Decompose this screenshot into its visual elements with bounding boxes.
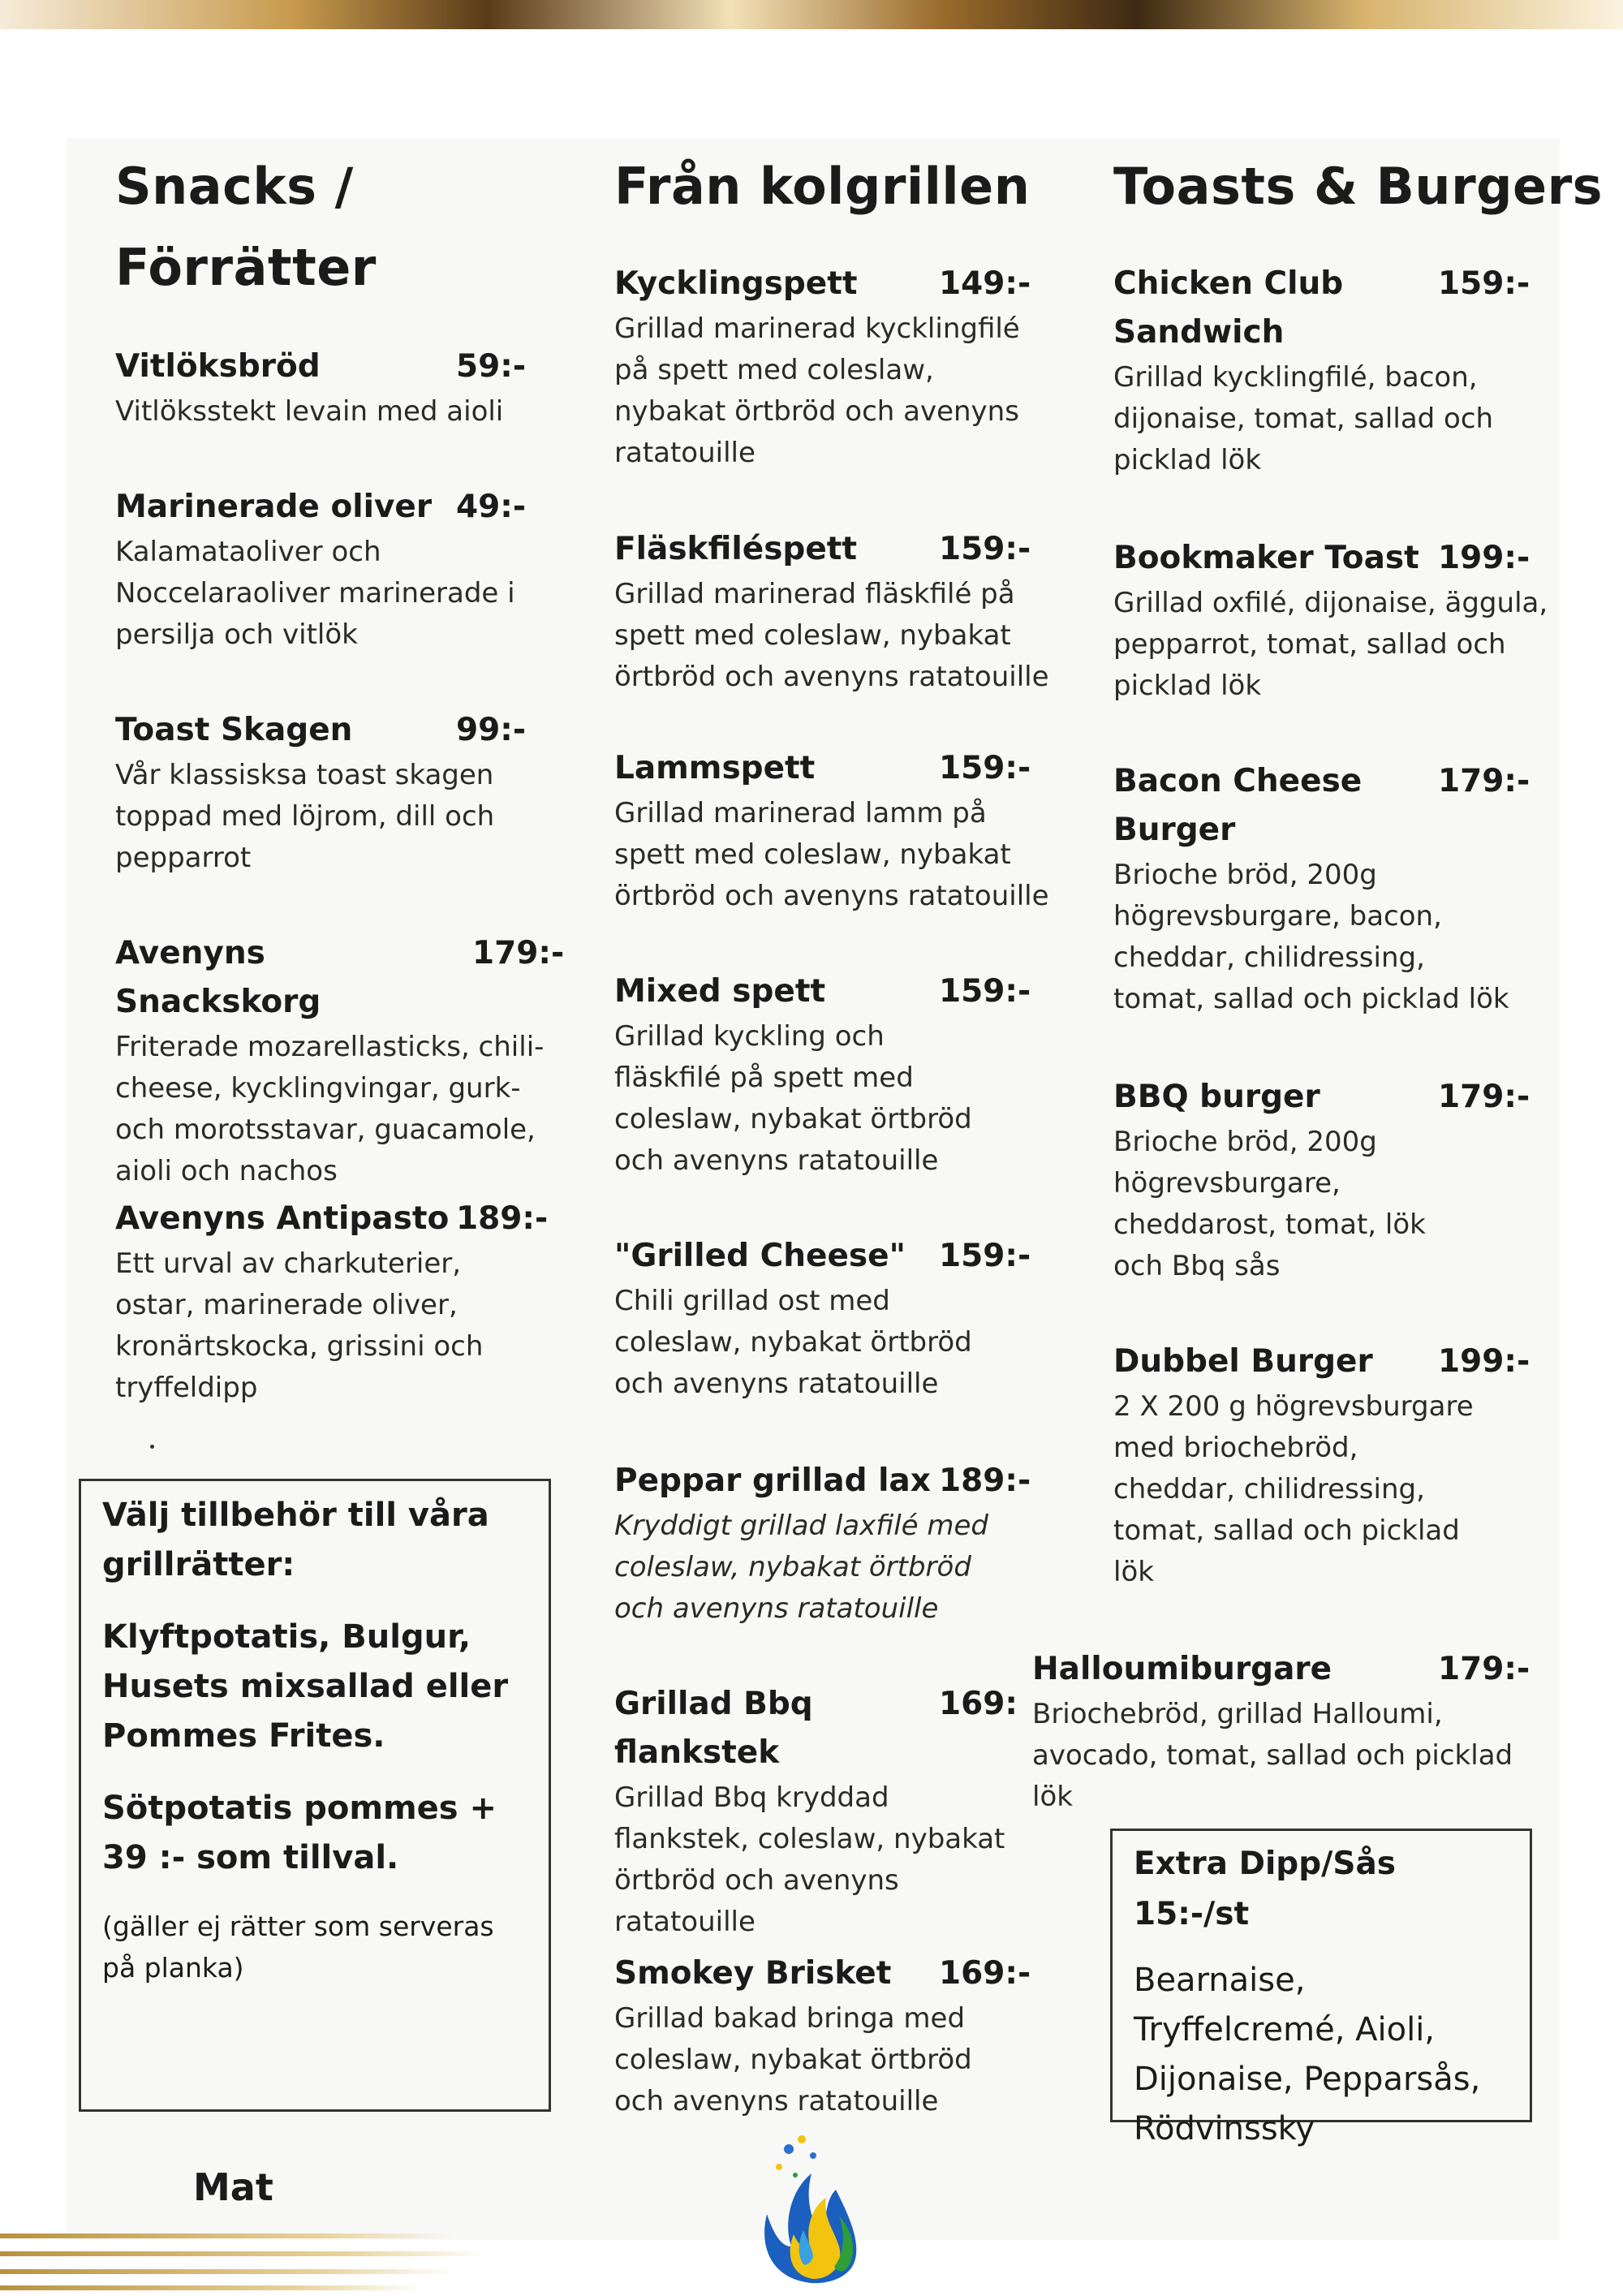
item-name: Toast Skagen: [115, 712, 353, 748]
item-description: Grillad kycklingfilé, bacon, dijonaise, tomat, sallad och picklad lök: [1113, 361, 1494, 476]
item-name: Bacon Cheese Burger: [1113, 763, 1363, 848]
item-price: 159:-: [939, 531, 1031, 567]
menu-item: [614, 967, 1031, 1182]
item-description: Vitlöksstekt levain med aioli: [115, 395, 504, 428]
item-price: 189:-: [939, 1462, 1031, 1499]
item-description: 2 X 200 g högrevsburgare med briochebröd, cheddar, chilidressing, tomat, sallad och picklad lök: [1113, 1390, 1474, 1588]
item-price: 159:-: [939, 1238, 1031, 1274]
item-name: BBQ burger: [1113, 1079, 1320, 1115]
item-description: Ett urval av charkuterier, ostar, marinerade oliver, kronärtskocka, grissini och tryffeldipp: [115, 1247, 484, 1404]
section-title-grill: Från kolgrillen: [614, 157, 1031, 216]
item-description: Grillad marinerad fläskfilé på spett med coleslaw, nybakat örtbröd och avenyns ratatouille: [614, 578, 1049, 693]
menu-item: [614, 1232, 1031, 1405]
item-name: Chicken Club Sandwich: [1113, 265, 1344, 351]
item-price: 189:-: [456, 1200, 549, 1237]
gold-stripe: [0, 2285, 422, 2290]
item-description: Brioche bröd, 200g högrevsburgare, cheddarost, tomat, lök och Bbq sås: [1113, 1126, 1426, 1282]
item-name: Bookmaker Toast: [1113, 540, 1419, 576]
item-price: 199:-: [1438, 540, 1530, 576]
flame-logo-icon: [755, 2125, 868, 2287]
item-description: Grillad kyckling och fläskfilé på spett med coleslaw, nybakat örtbröd och avenyns ratatouille: [614, 1020, 972, 1177]
item-price: 179:-: [1438, 1079, 1530, 1115]
menu-item: [115, 1195, 549, 1409]
menu-item: [115, 342, 537, 433]
item-description: Grillad Bbq kryddad flankstek, coleslaw, nybakat örtbröd och avenyns ratatouille: [614, 1781, 1005, 1938]
menu-item: [1113, 1073, 1530, 1287]
item-name: Fläskfiléspett: [614, 531, 858, 567]
menu-item: [1113, 757, 1530, 1020]
gold-stripe: [0, 2251, 487, 2256]
menu-item: [614, 1949, 1031, 2122]
item-price: 149:-: [939, 265, 1031, 302]
item-price: 159:-: [1438, 265, 1530, 302]
gold-stripe: [0, 2234, 454, 2238]
item-price: 179:-: [472, 935, 565, 971]
menu-item: [614, 744, 1053, 917]
item-description: Briochebröd, grillad Halloumi, avocado, tomat, sallad och picklad lök: [1032, 1698, 1513, 1813]
item-price: 179:-: [1438, 1651, 1530, 1687]
item-name: Kycklingspett: [614, 265, 858, 302]
item-price: 159:-: [939, 973, 1031, 1010]
menu-item: [614, 525, 1053, 698]
item-name: Halloumiburgare: [1032, 1651, 1332, 1687]
section-title-snacks: Snacks / Förrätter: [115, 157, 377, 297]
item-price: 169:: [939, 1686, 1018, 1722]
item-name: Lammspett: [614, 750, 816, 786]
item-description: Grillad oxfilé, dijonaise, äggula, pepparrot, tomat, sallad och picklad lök: [1113, 587, 1548, 702]
section-title-burgers: Toasts & Burgers: [1113, 157, 1604, 216]
extra-dip-box: [1110, 1829, 1532, 2147]
menu-item: [614, 1457, 1031, 1630]
sides-info-box: [79, 1479, 551, 2112]
item-price: 159:-: [939, 750, 1031, 786]
item-name: Peppar grillad lax: [614, 1462, 931, 1499]
item-name: Avenyns Antipasto: [115, 1200, 450, 1237]
item-description: Grillad marinerad kycklingfilé på spett med coleslaw, nybakat örtbröd och avenyns ratatouille: [614, 312, 1020, 469]
item-name: Smokey Brisket: [614, 1955, 892, 1992]
sides-note: (gäller ej rätter som serveras på planka): [102, 1910, 494, 1984]
item-price: 179:-: [1438, 763, 1530, 799]
menu-item: [1032, 1645, 1530, 1818]
item-price: 49:-: [456, 489, 527, 525]
menu-item: [1113, 260, 1530, 481]
sides-options: Klyftpotatis, Bulgur, Husets mixsallad eller Pommes Frites.: [102, 1618, 509, 1755]
item-name: Avenyns Snackskorg: [115, 935, 321, 1020]
item-price: 199:-: [1438, 1343, 1530, 1380]
footer-label: Mat: [193, 2165, 273, 2209]
item-name: Mixed spett: [614, 973, 826, 1010]
sides-title: Välj tillbehör till våra grillrätter:: [102, 1497, 489, 1583]
stray-dot: [150, 1445, 154, 1449]
item-description: Brioche bröd, 200g högrevsburgare, bacon, cheddar, chilidressing, tomat, sallad och picklad lök: [1113, 859, 1509, 1015]
menu-item: [614, 1680, 1020, 1943]
item-price: 169:-: [939, 1955, 1031, 1992]
item-name: Dubbel Burger: [1113, 1343, 1373, 1380]
item-description: Kalamataoliver och Noccelaraoliver marinerade i persilja och vitlök: [115, 536, 515, 651]
item-price: 59:-: [456, 348, 527, 385]
menu-item: [614, 260, 1031, 474]
gold-stripe: [0, 2269, 454, 2274]
menu-item: [1113, 1338, 1530, 1593]
menu-item: [1113, 534, 1568, 707]
item-description: Grillad marinerad lamm på spett med coleslaw, nybakat örtbröd och avenyns ratatouille: [614, 797, 1049, 912]
item-description: Vår klassisksa toast skagen toppad med löjrom, dill och pepparrot: [115, 759, 495, 874]
top-decorative-bar: [0, 0, 1623, 29]
item-description: Kryddigt grillad laxfilé med coleslaw, nybakat örtbröd och avenyns ratatouille: [614, 1510, 989, 1625]
item-name: "Grilled Cheese": [614, 1238, 906, 1274]
menu-item: [115, 929, 565, 1192]
item-name: Vitlöksbröd: [115, 348, 321, 385]
menu-item: [115, 706, 537, 879]
item-name: Marinerade oliver: [115, 489, 433, 525]
item-name: Grillad Bbq flankstek: [614, 1686, 813, 1771]
item-description: Friterade mozarellasticks, chili-cheese, kycklingvingar, gurk- och morotsstavar, guacamole, aioli och nachos: [115, 1031, 545, 1187]
menu-item: [115, 483, 537, 656]
item-description: Chili grillad ost med coleslaw, nybakat örtbröd och avenyns ratatouille: [614, 1285, 972, 1400]
item-price: 99:-: [456, 712, 527, 748]
sides-extra: Sötpotatis pommes + 39 :- som tillval.: [102, 1790, 497, 1876]
dip-title: Extra Dipp/Sås 15:-/st: [1134, 1846, 1397, 1932]
dip-list: Bearnaise, Tryffelcremé, Aioli, Dijonaise, Pepparsås, Rödvinssky: [1134, 1962, 1481, 2147]
item-description: Grillad bakad bringa med coleslaw, nybakat örtbröd och avenyns ratatouille: [614, 2002, 972, 2117]
